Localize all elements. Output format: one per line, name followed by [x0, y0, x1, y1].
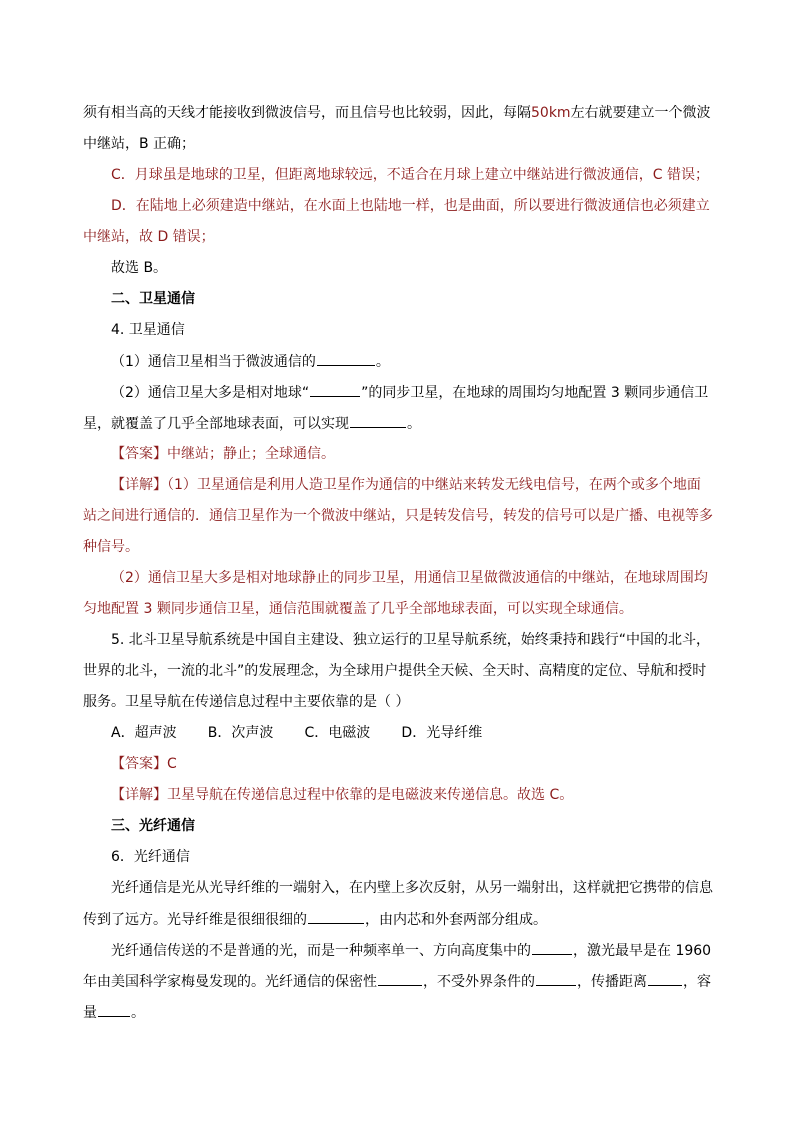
question-line: 世界的北斗，一流的北斗”的发展理念，为全球用户提供全天候、全天时、高精度的定位、导航和授时 — [83, 663, 707, 679]
detail-line: （2）通信卫星大多是相对地球静止的同步卫星，用通信卫星做微波通信的中继站，在地球周围均 — [111, 570, 708, 586]
text: 量 — [83, 1005, 97, 1021]
answer-blank — [350, 413, 406, 428]
section-heading: 三、光纤通信 — [111, 818, 195, 834]
question-line — [111, 940, 711, 960]
question-line — [83, 909, 547, 929]
question-line — [111, 351, 390, 371]
question-line — [83, 971, 711, 991]
detail-line — [111, 785, 573, 805]
text: （1）卫星通信是利用人造卫星作为通信的中继站来转发无线电信号，在两个或多个地面 — [167, 477, 701, 493]
question-line: 5. 北斗卫星导航系统是中国自主建设、独立运行的卫星导航系统，始终秉持和践行“中国的北斗， — [111, 632, 711, 648]
text: （1）通信卫星相当于微波通信的 — [111, 354, 316, 370]
detail-line: 站之间进行通信的．通信卫星作为一个微波中继站，只是转发信号，转发的信号可以是广播、电视等多 — [83, 508, 713, 524]
text: ，不受外界条件的 — [423, 974, 535, 990]
answer-text: 中继站；静止；全球通信。 — [167, 446, 335, 462]
question-line: 服务。卫星导航在传递信息过程中主要依靠的是（ ） — [83, 694, 410, 710]
text: 卫星导航在传递信息过程中依靠的是电磁波来传递信息。故选 C。 — [167, 787, 574, 803]
text: ”的同步卫星，在地球的周围均匀地配置 3 颗同步通信卫 — [361, 385, 709, 401]
text: 。 — [131, 1005, 145, 1021]
answer-blank — [317, 351, 375, 366]
question-line — [111, 382, 708, 402]
text: 。 — [407, 416, 421, 432]
text: （2）通信卫星大多是相对地球“ — [111, 385, 310, 401]
text: ，由内芯和外套两部分组成。 — [365, 912, 547, 928]
question-line — [83, 413, 421, 433]
answer-blank — [648, 971, 682, 986]
answer-blank — [536, 971, 576, 986]
detail-line: 种信号。 — [83, 539, 139, 555]
section-heading: 二、卫星通信 — [111, 291, 195, 307]
text: 传到了远方。光导纤维是很细很细的 — [83, 912, 307, 928]
options-line: A．超声波 B．次声波 C．电磁波 D．光导纤维 — [111, 725, 483, 741]
option-d-line: D．在陆地上必须建造中继站，在水面上也陆地一样，也是曲面，所以要进行微波通信也必须建立 — [111, 198, 710, 214]
text: 左右就要建立一个微波 — [570, 105, 711, 121]
text: ，激光最早是在 1960 — [573, 943, 712, 959]
text: 3 — [143, 601, 153, 617]
text: 光纤通信传送的不是普通的光，而是一种频率单一、方向高度集中的 — [111, 943, 531, 959]
option-d-line: 中继站，故 D 错误； — [83, 229, 215, 245]
answer-blank — [532, 940, 572, 955]
question-title: 6．光纤通信 — [111, 849, 190, 865]
text: 颗同步通信卫星，通信范围就覆盖了几乎全部地球表面，可以实现全球通信。 — [156, 601, 633, 617]
detail-line — [111, 475, 701, 495]
answer-tag: 【答案】 — [111, 756, 167, 772]
detail-line — [83, 599, 633, 619]
text: 匀地配置 — [83, 601, 139, 617]
question-line — [83, 1002, 145, 1022]
answer-tag: 【答案】 — [111, 446, 167, 462]
text: 年由美国科学家梅曼发现的。光纤通信的保密性 — [83, 974, 377, 990]
paragraph-line: 中继站，B 正确； — [83, 136, 196, 152]
question-title: 4. 卫星通信 — [111, 322, 185, 338]
answer-blank — [98, 1002, 130, 1017]
detail-tag: 【详解】 — [111, 787, 167, 803]
answer-line — [111, 754, 177, 774]
text: ，容 — [683, 974, 711, 990]
paragraph-line — [83, 103, 711, 123]
option-c-line: C．月球虽是地球的卫星，但距离地球较远，不适合在月球上建立中继站进行微波通信，C 错误； — [111, 167, 709, 183]
text: ，传播距离 — [577, 974, 647, 990]
text: 星，就覆盖了几乎全部地球表面，可以实现 — [83, 416, 349, 432]
answer-line — [111, 444, 335, 464]
answer-text: C — [167, 756, 177, 772]
answer-blank — [378, 971, 422, 986]
answer-blank — [310, 382, 360, 397]
answer-blank — [308, 909, 364, 924]
text: 须有相当高的天线才能接收到微波信号，而且信号也比较弱，因此，每隔 — [83, 105, 531, 121]
question-line: 光纤通信是光从光导纤维的一端射入，在内壁上多次反射，从另一端射出，这样就把它携带的信息 — [111, 880, 713, 896]
conclusion: 故选 B。 — [111, 260, 168, 276]
text: 。 — [375, 354, 390, 370]
text: 50km — [531, 105, 571, 121]
detail-tag: 【详解】 — [111, 477, 167, 493]
